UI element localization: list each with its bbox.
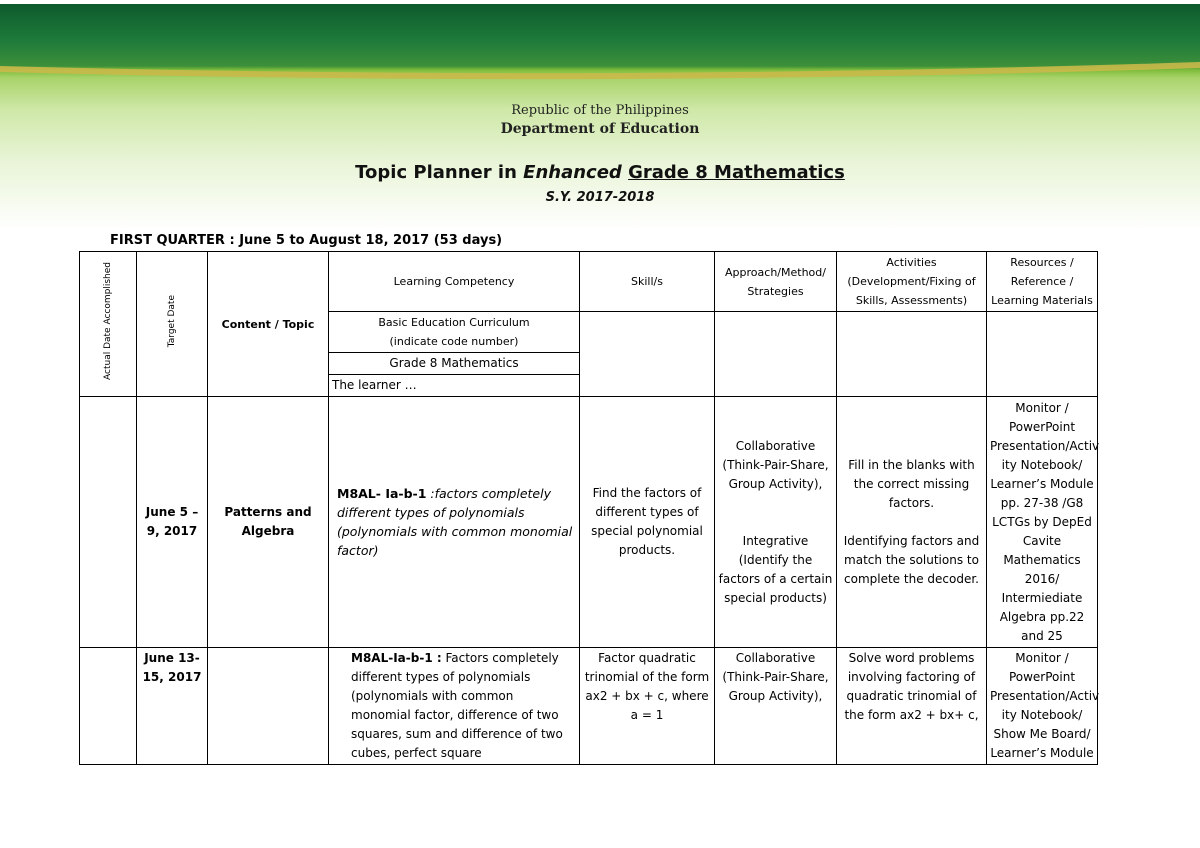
header-activities: Activities (Development/Fixing of Skills, Assessments)	[837, 252, 987, 312]
row2-resources: Monitor / PowerPoint Presentation/Activ ity Notebook/ Show Me Board/ Learner’s Module	[987, 648, 1098, 765]
table-row	[80, 648, 1098, 765]
quarter-label: FIRST QUARTER : June 5 to August 18, 2017 (53 days)	[110, 233, 503, 248]
banner-accent-curve	[0, 52, 1200, 92]
header-learner: The learner …	[329, 375, 580, 397]
header-approach: Approach/Method/ Strategies	[715, 252, 837, 312]
header-empty-approach	[715, 312, 837, 397]
row1-competency	[329, 397, 580, 648]
row2-activities: Solve word problems involving factoring of quadratic trinomial of the form ax2 + bx+ c,	[837, 648, 987, 765]
school-year: S.Y. 2017-2018	[545, 190, 655, 205]
row1-resources: Monitor / PowerPoint Presentation/Activ ity Notebook/ Learner’s Module pp. 27-38 /G8 LCTGs by DepEd Cavite Mathematics 2016/ Intermiediate Algebra pp.22 and 25	[987, 397, 1098, 648]
row2-approach: Collaborative (Think-Pair-Share, Group Activity),	[715, 648, 837, 765]
row2-competency	[329, 648, 580, 765]
row1-activities: Fill in the blanks with the correct missing factors. Identifying factors and match the solutions to complete the decoder.	[837, 397, 987, 648]
row2-actual	[80, 648, 137, 765]
header-grade: Grade 8 Mathematics	[329, 353, 580, 375]
row1-approach: Collaborative (Think-Pair-Share, Group Activity), Integrative (Identify the factors of a certain special products)	[715, 397, 837, 648]
bec-line-2: (indicate code number)	[389, 335, 519, 348]
header-empty-skills	[580, 312, 715, 397]
topic-planner-table	[79, 251, 1098, 765]
header-target-date	[137, 252, 208, 397]
header-skills: Skill/s	[580, 252, 715, 312]
document-title	[0, 162, 1200, 183]
title-underlined: Grade 8 Mathematics	[628, 162, 845, 183]
header-actual-date-label: Actual Date Accomplished	[102, 262, 113, 380]
row2-competency-text: Factors completely different types of polynomials (polynomials with common monomial factor, difference of two squares, sum and difference of two cubes, perfect square	[351, 651, 563, 760]
header-bec	[329, 312, 580, 353]
row2-skill: Factor quadratic trinomial of the form ax2 + bx + c, where a = 1	[580, 648, 715, 765]
row1-skill: Find the factors of different types of special polynomial products.	[580, 397, 715, 648]
row1-actual	[80, 397, 137, 648]
header-actual-date	[80, 252, 137, 397]
header-resources: Resources / Reference / Learning Materials	[987, 252, 1098, 312]
row1-topic: Patterns and Algebra	[208, 397, 329, 648]
bec-line-1: Basic Education Curriculum	[378, 316, 530, 329]
row2-competency-code: M8AL-Ia-b-1 :	[351, 651, 442, 665]
header-target-date-label: Target Date	[166, 294, 177, 348]
row2-topic	[208, 648, 329, 765]
row1-competency-text: :factors completely different types of polynomials (polynomials with common monomial factor)	[337, 486, 573, 558]
header-content-topic: Content / Topic	[208, 252, 329, 397]
row2-target-date: June 13-15, 2017	[137, 648, 208, 765]
title-italic: Enhanced	[523, 162, 622, 183]
row1-competency-code: M8AL- Ia-b-1	[337, 486, 427, 501]
header-row	[80, 252, 1098, 312]
row1-target-date: June 5 – 9, 2017	[137, 397, 208, 648]
title-prefix: Topic Planner in	[355, 162, 524, 183]
header-learning-competency: Learning Competency	[329, 252, 580, 312]
header-empty-activities	[837, 312, 987, 397]
table-row	[80, 397, 1098, 648]
header-empty-resources	[987, 312, 1098, 397]
department-line: Department of Education	[500, 121, 700, 137]
republic-line: Republic of the Philippines	[511, 103, 689, 118]
